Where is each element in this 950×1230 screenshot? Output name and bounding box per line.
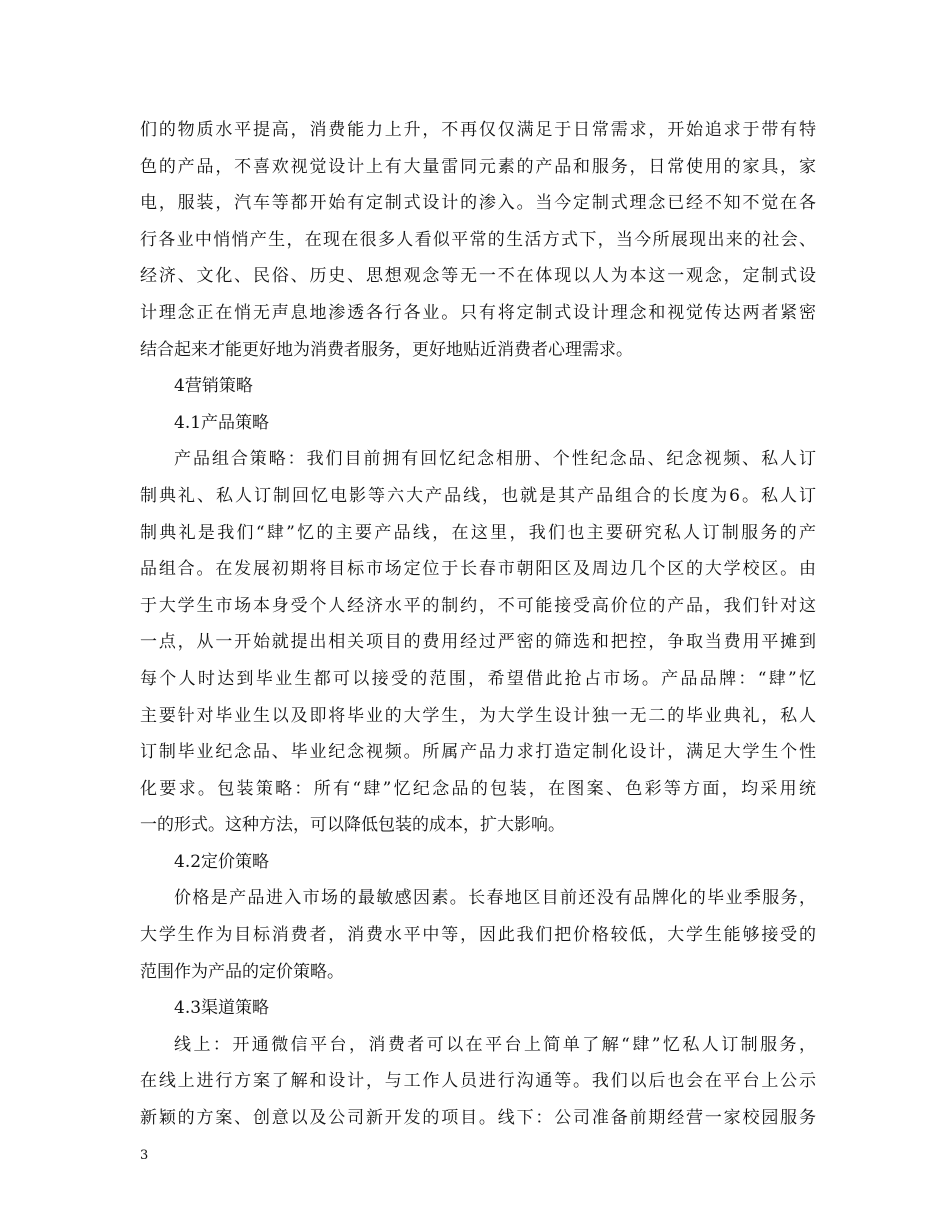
text-line: 4.3渠道策略 bbox=[174, 998, 270, 1019]
text-line: 线上：开通微信平台，消费者可以在平台上简单了解“肆”忆私人订制服务， bbox=[174, 1034, 816, 1055]
text-line: 化要求。包装策略：所有“肆”忆纪念品的包装，在图案、色彩等方面，均采用统 bbox=[140, 778, 816, 799]
text-line: 一的形式。这种方法，可以降低包装的成本，扩大影响。 bbox=[140, 815, 565, 836]
text-line: 范围作为产品的定价策略。 bbox=[140, 961, 344, 982]
text-line: 于大学生市场本身受个人经济水平的制约，不可能接受高价位的产品，我们针对这 bbox=[140, 595, 816, 616]
page-number: 3 bbox=[140, 1148, 149, 1163]
text-line: 计理念正在悄无声息地渗透各行各业。只有将定制式设计理念和视觉传达两者紧密 bbox=[140, 302, 816, 323]
text-line: 4.2定价策略 bbox=[174, 851, 270, 872]
text-line: 一点，从一开始就提出相关项目的费用经过严密的筛选和把控，争取当费用平摊到 bbox=[140, 632, 816, 653]
text-line: 色的产品，不喜欢视觉设计上有大量雷同元素的产品和服务，日常使用的家具，家 bbox=[140, 156, 816, 177]
text-line: 在线上进行方案了解和设计，与工作人员进行沟通等。我们以后也会在平台上公示 bbox=[140, 1071, 816, 1092]
text-line: 们的物质水平提高，消费能力上升，不再仅仅满足于日常需求，开始追求于带有特 bbox=[140, 120, 816, 140]
text-line: 新颖的方案、创意以及公司新开发的项目。线下：公司准备前期经营一家校园服务 bbox=[140, 1108, 816, 1129]
text-line: 制典礼是我们“肆”忆的主要产品线，在这里，我们也主要研究私人订制服务的产 bbox=[140, 522, 816, 543]
text-line: 经济、文化、民俗、历史、思想观念等无一不在体现以人为本这一观念，定制式设 bbox=[140, 266, 816, 287]
text-line: 电，服装，汽车等都开始有定制式设计的渗入。当今定制式理念已经不知不觉在各 bbox=[140, 193, 816, 214]
text-line: 行各业中悄悄产生，在现在很多人看似平常的生活方式下，当今所展现出来的社会、 bbox=[140, 229, 816, 250]
text-line: 订制毕业纪念品、毕业纪念视频。所属产品力求打造定制化设计，满足大学生个性 bbox=[140, 742, 816, 763]
text-line: 大学生作为目标消费者，消费水平中等，因此我们把价格较低，大学生能够接受的 bbox=[140, 925, 816, 946]
text-line: 结合起来才能更好地为消费者服务，更好地贴近消费者心理需求。 bbox=[140, 339, 633, 360]
text-line: 制典礼、私人订制回忆电影等六大产品线，也就是其产品组合的长度为6。私人订 bbox=[140, 485, 816, 506]
text-line: 产品组合策略：我们目前拥有回忆纪念相册、个性纪念品、纪念视频、私人订 bbox=[174, 449, 816, 470]
document-body bbox=[140, 112, 816, 1137]
text-line: 4营销策略 bbox=[174, 376, 253, 397]
text-line: 主要针对毕业生以及即将毕业的大学生，为大学生设计独一无二的毕业典礼，私人 bbox=[140, 705, 816, 726]
text-line: 每个人时达到毕业生都可以接受的范围，希望借此抢占市场。产品品牌：“肆”忆 bbox=[140, 668, 816, 689]
text-line: 价格是产品进入市场的最敏感因素。长春地区目前还没有品牌化的毕业季服务， bbox=[174, 888, 816, 909]
text-line: 品组合。在发展初期将目标市场定位于长春市朝阳区及周边几个区的大学校区。由 bbox=[140, 559, 816, 580]
text-line: 4.1产品策略 bbox=[174, 412, 270, 433]
